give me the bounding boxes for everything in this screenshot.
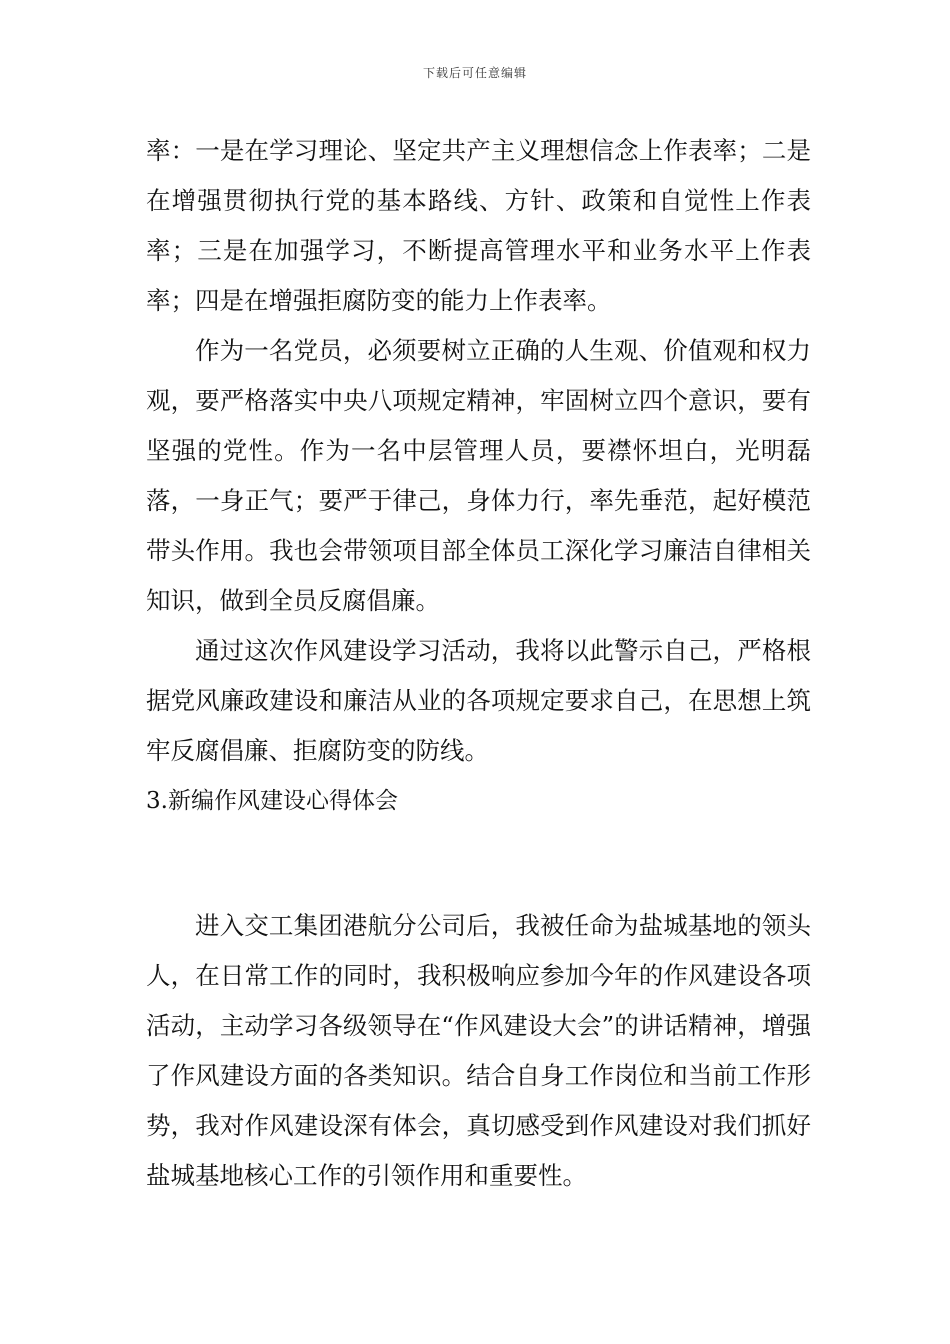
paragraph-study-activity: 通过这次作风建设学习活动，我将以此警示自己，严格根据党风廉政建设和廉洁从业的各项规定要求自己，在思想上筑牢反腐倡廉、拒腐防变的防线。	[146, 636, 811, 765]
paragraph-party-member: 作为一名党员，必须要树立正确的人生观、价值观和权力观，要严格落实中央八项规定精神，牢固树立四个意识，要有坚强的党性。作为一名中层管理人员，要襟怀坦白，光明磊落，一身正气；要严于律己，身体力行，率先垂范，起好模范带头作用。我也会带领项目部全体员工深化学习廉洁自律相关知识，做到全员反腐倡廉。	[146, 336, 811, 615]
header-note: 下载后可任意编辑	[422, 66, 527, 80]
paragraph-continuation: 率：一是在学习理论、坚定共产主义理想信念上作表率；二是在增强贯彻执行党的基本路线、方针、政策和自觉性上作表率；三是在加强学习，不断提高管理水平和业务水平上作表率；四是在增强拒腐防变的能力上作表率。	[146, 136, 811, 315]
section-gap	[146, 826, 811, 901]
section-heading: 3.新编作风建设心得体会	[146, 788, 398, 814]
document-body	[146, 126, 811, 1201]
paragraph-experience: 进入交工集团港航分公司后，我被任命为盐城基地的领头人，在日常工作的同时，我积极响应参加今年的作风建设各项活动，主动学习各级领导在“作风建设大会”的讲话精神，增强了作风建设方面的各类知识。结合自身工作岗位和当前工作形势，我对作风建设深有体会，真切感受到作风建设对我们抓好盐城基地核心工作的引领作用和重要性。	[146, 911, 811, 1190]
